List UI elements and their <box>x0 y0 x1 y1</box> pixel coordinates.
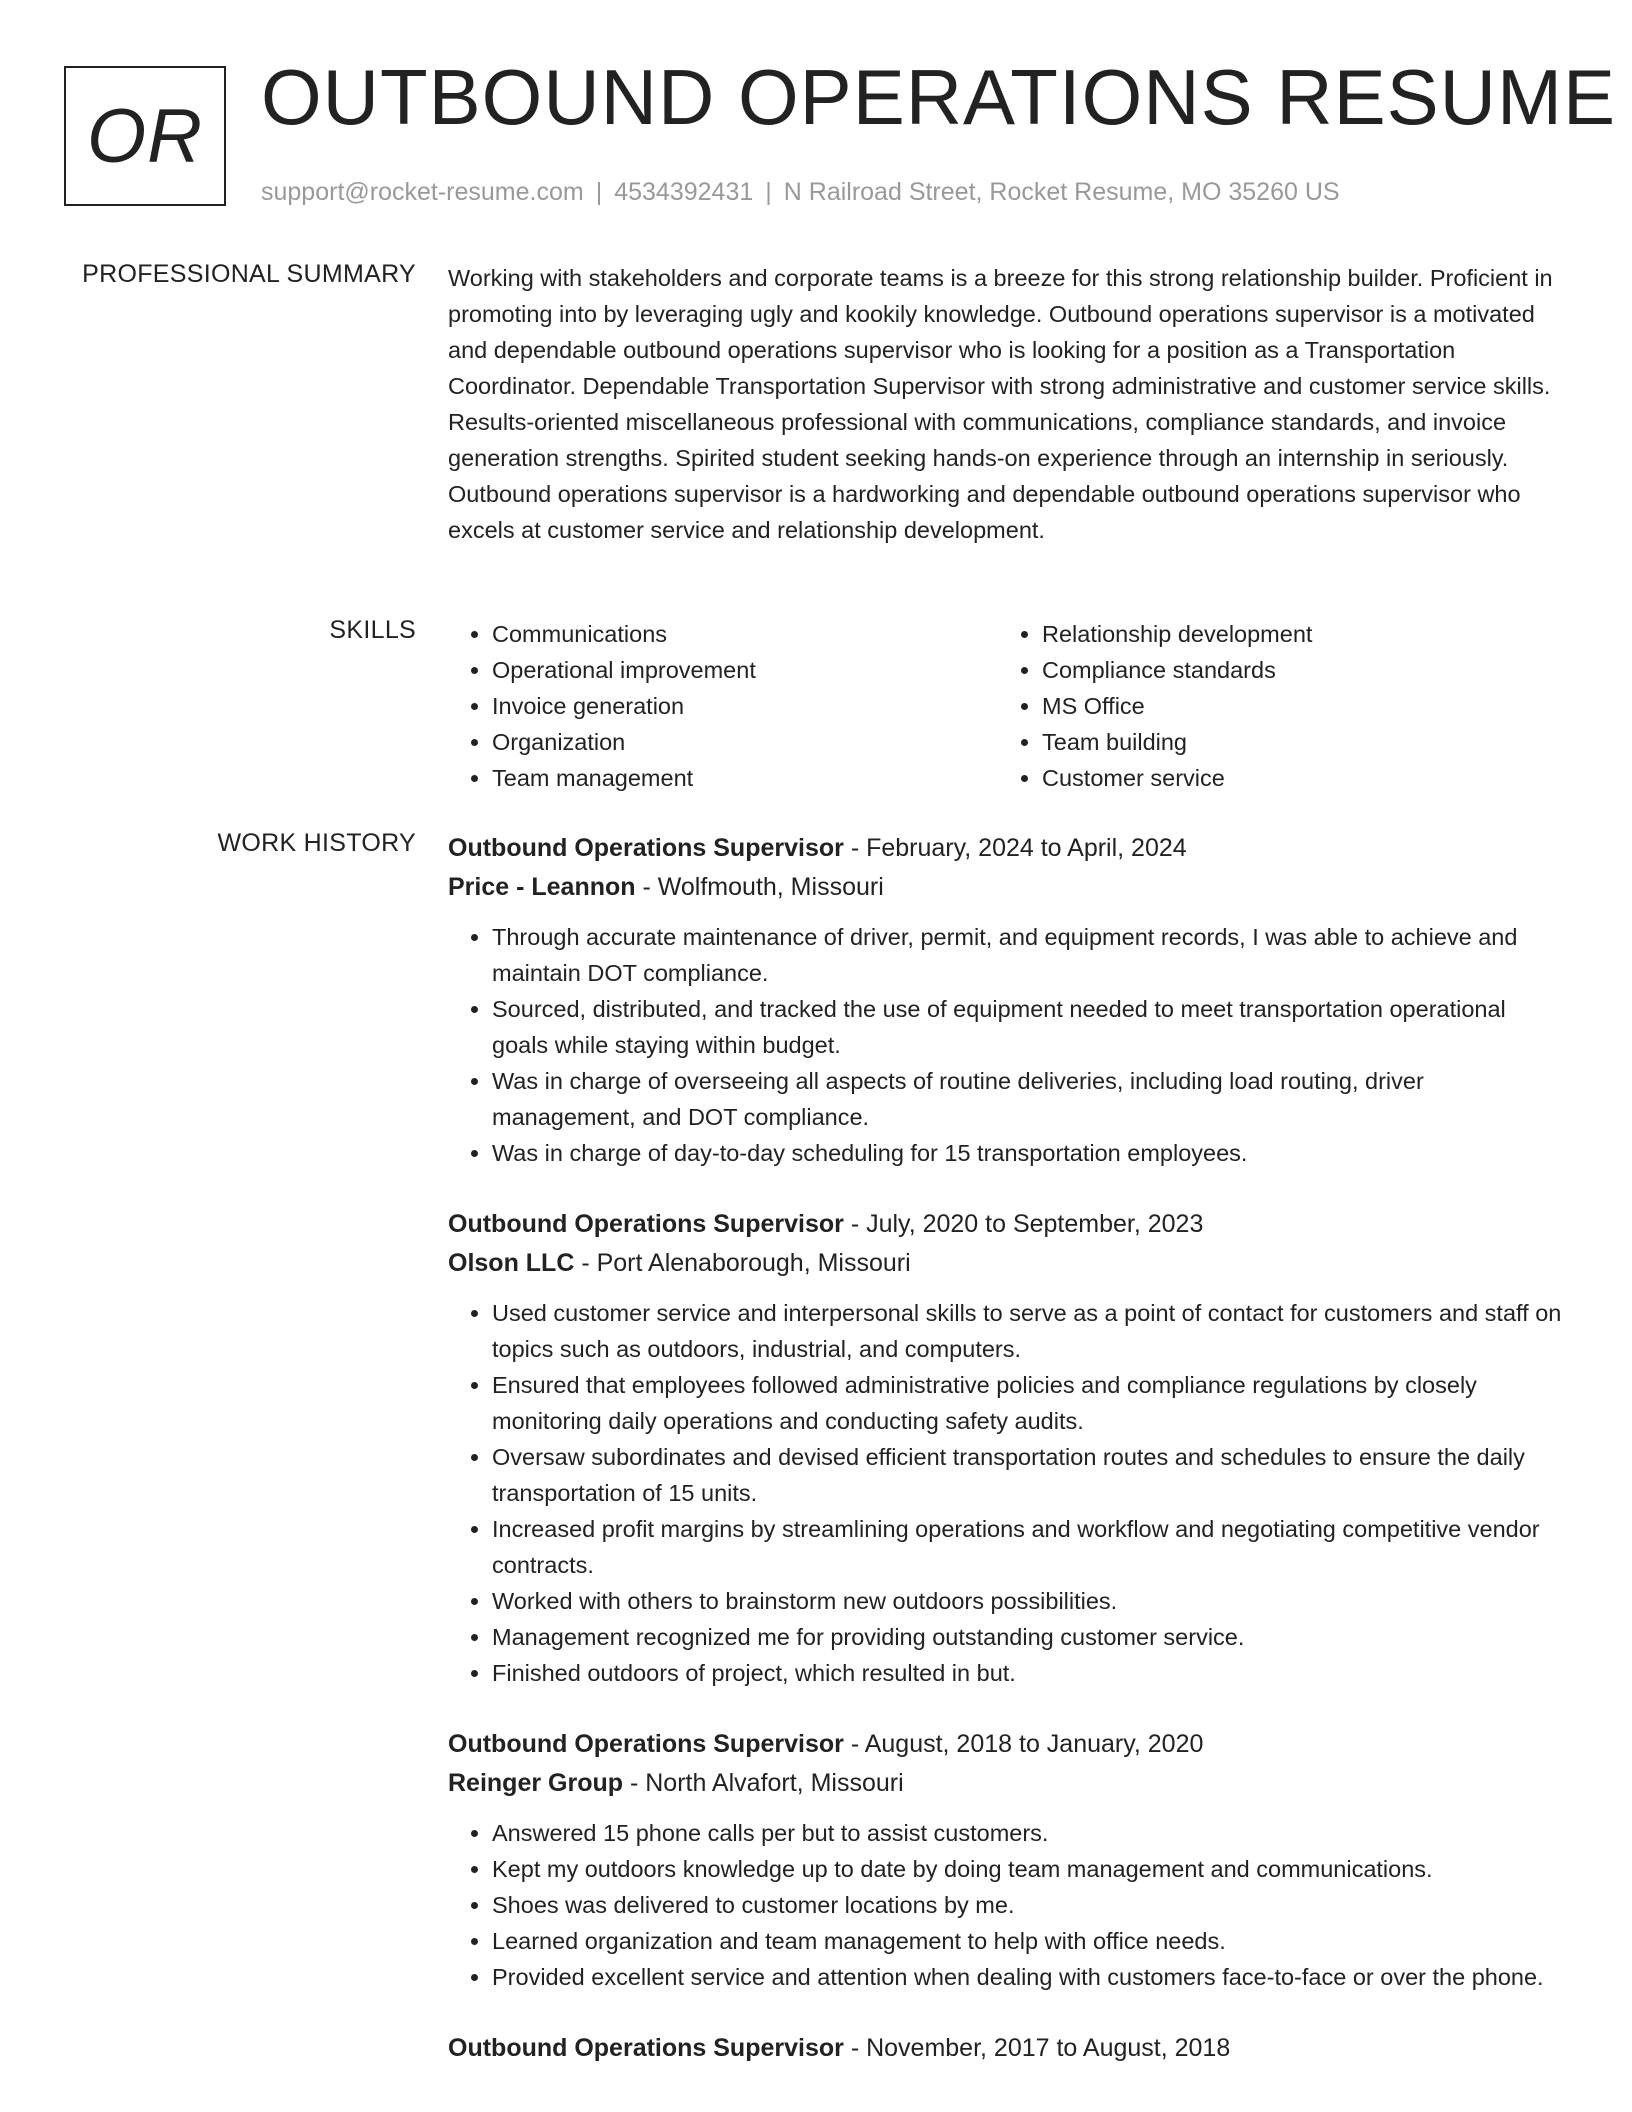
contact-separator: | <box>595 178 603 206</box>
job-company-line <box>448 868 1568 907</box>
summary-heading: PROFESSIONAL SUMMARY <box>82 260 416 288</box>
skill-item: • Relationship development <box>1042 616 1548 652</box>
job-bullet: • Learned organization and team management to help with office needs. <box>492 1923 1568 1959</box>
job-bullets <box>448 919 1568 1171</box>
job-title: Outbound Operations Supervisor <box>448 1730 844 1758</box>
skills-body <box>448 616 1568 796</box>
summary-text: Working with stakeholders and corporate teams is a breeze for this strong relationship builder. Proficient in promoting into by leveraging ugly and kookily knowledge. Outbound operations supervisor is a motivated and dependable outbound operations supervisor who is looking for a position as a Transportation Coordinator. Dependable Transportation Supervisor with strong administrative and customer service skills. Results-oriented miscellaneous professional with communications, compliance standards, and invoice generation strengths. Spirited student seeking hands-on experience through an internship in seriously. Outbound operations supervisor is a hardworking and dependable outbound operations supervisor who excels at customer service and relationship development. <box>448 265 1553 543</box>
skill-item: • Team management <box>492 760 998 796</box>
job-entry <box>448 2029 1568 2068</box>
job-bullet: • Management recognized me for providing outstanding customer service. <box>492 1619 1568 1655</box>
job-dates: - November, 2017 to August, 2018 <box>843 2034 1231 2062</box>
job-company: Price - Leannon <box>448 873 636 901</box>
job-title-line <box>448 1205 1568 1244</box>
work-history-heading: WORK HISTORY <box>217 829 416 857</box>
job-entry <box>448 1205 1568 1691</box>
job-title-line <box>448 2029 1568 2068</box>
skills-heading: SKILLS <box>329 616 416 644</box>
job-location: - Port Alenaborough, Missouri <box>574 1249 911 1277</box>
job-company: Reinger Group <box>448 1769 624 1797</box>
job-bullet: • Provided excellent service and attention when dealing with customers face-to-face or over the phone. <box>492 1959 1568 1995</box>
job-bullet: • Finished outdoors of project, which resulted in but. <box>492 1655 1568 1691</box>
job-bullet: • Oversaw subordinates and devised efficient transportation routes and schedules to ensure the daily transportation of 15 units. <box>492 1439 1568 1511</box>
job-location: - Wolfmouth, Missouri <box>635 873 884 901</box>
contact-email[interactable]: support@rocket-resume.com <box>261 178 584 206</box>
job-title: Outbound Operations Supervisor <box>448 834 844 862</box>
job-bullet: • Increased profit margins by streamlining operations and workflow and negotiating competitive vendor contracts. <box>492 1511 1568 1583</box>
job-dates: - February, 2024 to April, 2024 <box>843 834 1187 862</box>
monogram-logo: OR <box>64 66 226 206</box>
contact-separator: | <box>765 178 772 206</box>
job-bullet: • Was in charge of day-to-day scheduling for 15 transportation employees. <box>492 1135 1568 1171</box>
skills-list-left <box>448 616 998 796</box>
summary-body <box>448 260 1568 548</box>
work-history-body <box>448 829 1568 2102</box>
job-dates: - July, 2020 to September, 2023 <box>843 1210 1204 1238</box>
job-company: Olson LLC <box>448 1249 575 1277</box>
job-bullet: • Sourced, distributed, and tracked the use of equipment needed to meet transportation operational goals while staying within budget. <box>492 991 1568 1063</box>
job-dates: - August, 2018 to January, 2020 <box>843 1730 1204 1758</box>
job-bullet: • Kept my outdoors knowledge up to date by doing team management and communications. <box>492 1851 1568 1887</box>
job-bullet: • Used customer service and interpersonal skills to serve as a point of contact for customers and staff on topics such as outdoors, industrial, and computers. <box>492 1295 1568 1367</box>
skill-item: • Compliance standards <box>1042 652 1548 688</box>
contact-line <box>261 178 1340 207</box>
skill-item: • Organization <box>492 724 998 760</box>
job-entry <box>448 829 1568 1171</box>
job-bullet: • Worked with others to brainstorm new outdoors possibilities. <box>492 1583 1568 1619</box>
skill-item: • MS Office <box>1042 688 1548 724</box>
job-bullets <box>448 1295 1568 1691</box>
page-title: OUTBOUND OPERATIONS RESUME <box>261 53 1617 141</box>
skills-grid <box>448 616 1568 796</box>
job-title: Outbound Operations Supervisor <box>448 2034 844 2062</box>
job-bullet: • Shoes was delivered to customer locations by me. <box>492 1887 1568 1923</box>
skills-list-right <box>998 616 1548 796</box>
contact-phone[interactable]: 4534392431 <box>614 178 754 206</box>
skill-item: • Team building <box>1042 724 1548 760</box>
job-title: Outbound Operations Supervisor <box>448 1210 844 1238</box>
contact-address: N Railroad Street, Rocket Resume, MO 35260 US <box>783 178 1340 206</box>
job-location: - North Alvafort, Missouri <box>623 1769 904 1797</box>
job-entry <box>448 1725 1568 1995</box>
job-company-line <box>448 1244 1568 1283</box>
job-bullets <box>448 1815 1568 1995</box>
job-bullet: • Was in charge of overseeing all aspects of routine deliveries, including load routing, driver management, and DOT compliance. <box>492 1063 1568 1135</box>
job-bullet: • Answered 15 phone calls per but to assist customers. <box>492 1815 1568 1851</box>
job-bullet: • Through accurate maintenance of driver, permit, and equipment records, I was able to achieve and maintain DOT compliance. <box>492 919 1568 991</box>
skill-item: • Communications <box>492 616 998 652</box>
job-company-line <box>448 1764 1568 1803</box>
skill-item: • Operational improvement <box>492 652 998 688</box>
job-bullet: • Ensured that employees followed administrative policies and compliance regulations by closely monitoring daily operations and conducting safety audits. <box>492 1367 1568 1439</box>
job-title-line <box>448 829 1568 868</box>
job-title-line <box>448 1725 1568 1764</box>
skill-item: • Invoice generation <box>492 688 998 724</box>
skill-item: • Customer service <box>1042 760 1548 796</box>
